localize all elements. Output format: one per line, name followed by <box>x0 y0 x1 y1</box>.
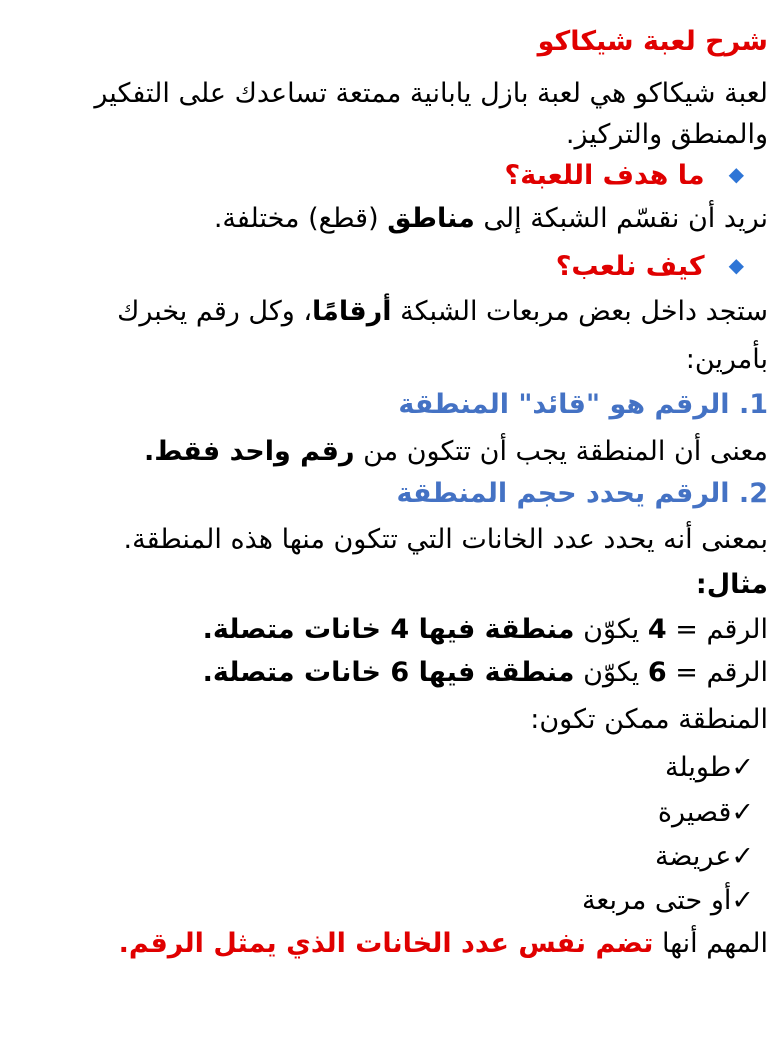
example-text: يكوّن <box>574 614 648 645</box>
example-text: يكوّن <box>574 657 648 688</box>
shapes-intro: المنطقة ممكن تكون: <box>530 704 768 735</box>
howto-line-1 <box>117 298 768 325</box>
diamond-bullet-icon: ◆ <box>728 253 744 277</box>
intro-line-2: والمنطق والتركيز. <box>565 119 768 150</box>
example-label: مثال: <box>695 569 768 600</box>
goal-text-bold: مناطق <box>387 203 475 234</box>
example-row-2 <box>203 659 768 686</box>
example-row-1 <box>203 616 768 643</box>
page-title: شرح لعبة شيكاكو <box>537 26 768 57</box>
howto-heading: كيف نلعب؟ <box>555 251 705 282</box>
goal-text <box>214 205 768 232</box>
rule1-text-part: معنى أن المنطقة يجب أن تتكون من <box>354 436 768 467</box>
howto-text-bold: أرقامًا <box>312 296 392 327</box>
check-icon: ✓ <box>731 797 754 828</box>
shape-item-label: أو حتى مربعة <box>581 885 732 916</box>
conclusion-highlight: تضم نفس عدد الخانات الذي يمثل الرقم. <box>118 928 654 959</box>
goal-heading: ما هدف اللعبة؟ <box>504 160 705 191</box>
check-icon: ✓ <box>731 841 754 872</box>
shape-item-square <box>582 887 754 914</box>
conclusion-text: المهم أنها <box>653 928 768 959</box>
shape-item-label: عريضة <box>654 841 732 872</box>
rule1-text <box>144 438 768 465</box>
howto-text-part: ستجد داخل بعض مربعات الشبكة <box>391 296 768 327</box>
rule2-heading: 2. الرقم يحدد حجم المنطقة <box>396 478 768 509</box>
goal-heading-row <box>505 162 744 189</box>
shape-item-long <box>665 754 754 781</box>
diamond-bullet-icon: ◆ <box>728 162 744 186</box>
example-number: 4 <box>647 614 667 645</box>
intro-line-1: لعبة شيكاكو هي لعبة بازل يابانية ممتعة تساعدك على التفكير <box>94 78 768 109</box>
rule1-heading: 1. الرقم هو "قائد" المنطقة <box>398 389 768 420</box>
example-number: 6 <box>647 657 667 688</box>
example-bold: منطقة فيها 4 خانات متصلة. <box>202 614 575 645</box>
example-text: الرقم = <box>666 614 768 645</box>
rule2-text: بمعنى أنه يحدد عدد الخانات التي تتكون منها هذه المنطقة. <box>123 524 768 555</box>
conclusion <box>119 930 768 957</box>
howto-heading-row <box>556 253 744 280</box>
howto-line-2: بأمرين: <box>685 344 768 375</box>
shape-item-wide <box>655 843 754 870</box>
rule1-text-bold: رقم واحد فقط. <box>143 436 355 467</box>
goal-text-part: نريد أن نقسّم الشبكة إلى <box>474 203 768 234</box>
check-icon: ✓ <box>731 752 754 783</box>
howto-text-part: ، وكل رقم يخبرك <box>117 296 313 327</box>
shape-item-label: قصيرة <box>657 797 732 828</box>
example-text: الرقم = <box>666 657 768 688</box>
example-bold: منطقة فيها 6 خانات متصلة. <box>202 657 575 688</box>
shape-item-short <box>658 799 754 826</box>
shape-item-label: طويلة <box>665 752 732 783</box>
goal-text-part: (قطع) مختلفة. <box>213 203 388 234</box>
check-icon: ✓ <box>731 885 754 916</box>
